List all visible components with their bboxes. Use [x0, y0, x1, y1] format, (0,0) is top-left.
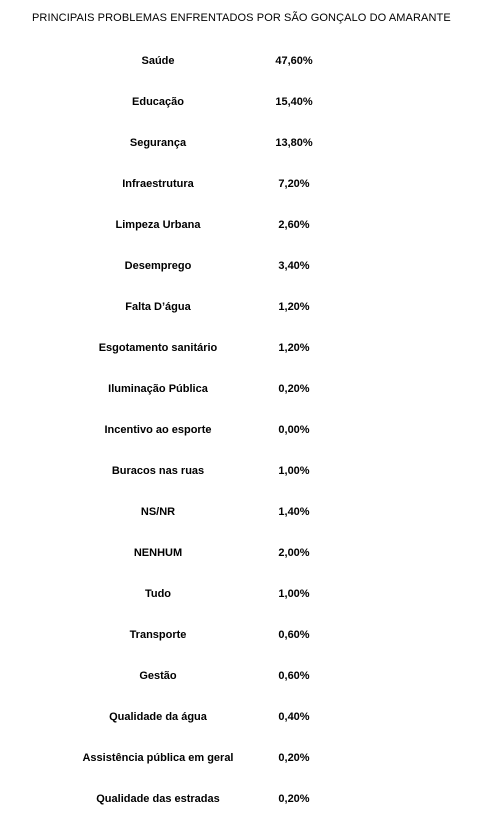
problem-label: Buracos nas ruas: [111, 465, 205, 477]
problem-percentage: 7,20%: [278, 178, 310, 190]
table-row: [0, 82, 503, 123]
problem-label: NS/NR: [140, 506, 176, 518]
table-row: [0, 451, 503, 492]
problem-percentage: 1,20%: [278, 342, 310, 354]
problem-label: Saúde: [141, 55, 175, 67]
table-row: [0, 492, 503, 533]
problem-percentage: 1,00%: [278, 588, 310, 600]
problem-label: Limpeza Urbana: [115, 219, 201, 231]
problem-label: Qualidade das estradas: [96, 793, 220, 805]
problem-label: Infraestrutura: [122, 178, 194, 190]
problem-label: Tudo: [144, 588, 172, 600]
problem-label: Transporte: [129, 629, 187, 641]
table-row: [0, 656, 503, 697]
table-row: [0, 123, 503, 164]
table-row: [0, 533, 503, 574]
problem-percentage: 3,40%: [278, 260, 310, 272]
problem-label: Desemprego: [124, 260, 192, 272]
problems-table: [0, 41, 503, 820]
problem-percentage: 0,60%: [278, 670, 310, 682]
problem-percentage: 1,00%: [278, 465, 310, 477]
problem-percentage: 0,20%: [278, 752, 310, 764]
problem-percentage: 1,20%: [278, 301, 310, 313]
problem-label: Educação: [132, 96, 184, 108]
problem-percentage: 2,60%: [278, 219, 310, 231]
problem-percentage: 0,20%: [278, 383, 310, 395]
problem-percentage: 0,40%: [278, 711, 310, 723]
problem-percentage: 13,80%: [275, 137, 313, 149]
table-row: [0, 41, 503, 82]
problem-label: Segurança: [129, 137, 187, 149]
table-row: [0, 410, 503, 451]
page-title: PRINCIPAIS PROBLEMAS ENFRENTADOS POR SÃO GONÇALO DO AMARANTE: [32, 12, 451, 24]
problem-label: Iluminação Pública: [108, 383, 208, 395]
problem-percentage: 2,00%: [278, 547, 310, 559]
problem-percentage: 15,40%: [275, 96, 313, 108]
table-row: [0, 246, 503, 287]
table-row: [0, 574, 503, 615]
problem-percentage: 0,00%: [278, 424, 310, 436]
problem-label: Falta D’água: [125, 301, 191, 313]
problem-label: Esgotamento sanitário: [98, 342, 218, 354]
problem-label: Incentivo ao esporte: [104, 424, 212, 436]
table-row: [0, 738, 503, 779]
problem-label: NENHUM: [133, 547, 183, 559]
problem-percentage: 0,20%: [278, 793, 310, 805]
table-row: [0, 697, 503, 738]
table-row: [0, 287, 503, 328]
table-row: [0, 779, 503, 820]
table-row: [0, 615, 503, 656]
table-row: [0, 205, 503, 246]
problem-label: Qualidade da água: [109, 711, 207, 723]
problem-percentage: 0,60%: [278, 629, 310, 641]
problem-label: Assistência pública em geral: [82, 752, 234, 764]
problem-label: Gestão: [139, 670, 177, 682]
table-row: [0, 369, 503, 410]
table-row: [0, 164, 503, 205]
problem-percentage: 47,60%: [275, 55, 313, 67]
table-row: [0, 328, 503, 369]
problem-percentage: 1,40%: [278, 506, 310, 518]
